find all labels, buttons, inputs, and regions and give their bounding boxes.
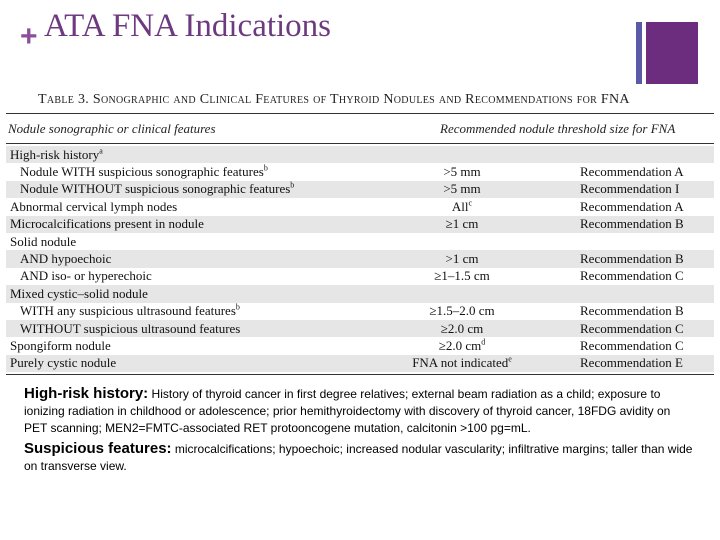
threshold-text: >5 mm bbox=[443, 164, 481, 180]
plus-icon: + bbox=[20, 20, 38, 53]
feature-cell bbox=[6, 216, 348, 233]
threshold-cell bbox=[348, 146, 576, 163]
feature-text: AND iso- or hyperechoic bbox=[20, 268, 152, 284]
threshold-text: ≥2.0 cm bbox=[440, 320, 484, 336]
table-bottom-rule bbox=[6, 374, 714, 375]
threshold-cell bbox=[348, 268, 576, 285]
table-caption-text: Sonographic and Clinical Features of Thyroid Nodules and Recommendations for FNA bbox=[92, 92, 630, 107]
feature-text: Nodule WITH suspicious sonographic features bbox=[20, 164, 264, 180]
recommendation-cell: Recommendation B bbox=[576, 250, 714, 267]
threshold-cell bbox=[348, 181, 576, 198]
threshold-cell bbox=[348, 216, 576, 233]
table-caption bbox=[38, 92, 630, 108]
threshold-text: FNA not indicated bbox=[412, 355, 509, 371]
high-risk-label: High-risk history: bbox=[24, 385, 149, 402]
feature-footnote-mark: a bbox=[99, 146, 103, 156]
threshold-text: >1 cm bbox=[445, 251, 479, 267]
recommendation-cell bbox=[576, 146, 714, 163]
feature-text: Nodule WITHOUT suspicious sonographic features bbox=[20, 181, 291, 197]
feature-cell bbox=[6, 355, 348, 372]
decorative-bar bbox=[636, 22, 642, 84]
table-row bbox=[6, 163, 714, 180]
recommendation-cell: Recommendation C bbox=[580, 337, 684, 353]
table-row bbox=[6, 216, 714, 233]
feature-footnote-mark: b bbox=[263, 163, 268, 173]
feature-cell bbox=[6, 268, 348, 285]
slide-title: ATA FNA Indications bbox=[44, 8, 332, 44]
suspicious-text: microcalcifications; hypoechoic; increased nodular vascularity; infiltrative margins; taller than wide on transverse view. bbox=[24, 442, 693, 473]
recommendation-cell: Recommendation C bbox=[580, 268, 684, 284]
threshold-cell bbox=[348, 320, 576, 337]
threshold-cell bbox=[348, 233, 576, 250]
feature-text: WITHOUT suspicious ultrasound features bbox=[20, 320, 241, 336]
table-row bbox=[6, 198, 714, 215]
threshold-footnote-mark: d bbox=[481, 337, 486, 347]
recommendation-cell: Recommendation B bbox=[576, 216, 714, 233]
threshold-cell bbox=[348, 198, 576, 215]
footnotes bbox=[24, 385, 694, 478]
threshold-footnote-mark: e bbox=[508, 355, 512, 365]
decorative-box bbox=[646, 22, 698, 84]
recommendation-cell: Recommendation A bbox=[580, 198, 684, 214]
recommendation-cell bbox=[576, 233, 714, 250]
recommendation-cell: Recommendation B bbox=[580, 303, 684, 319]
threshold-text: All bbox=[451, 198, 469, 214]
recommendation-cell: Recommendation I bbox=[576, 181, 714, 198]
feature-cell bbox=[6, 250, 348, 267]
recommendation-cell bbox=[576, 285, 714, 302]
feature-footnote-mark: b bbox=[290, 181, 295, 191]
feature-cell bbox=[6, 146, 348, 163]
threshold-cell bbox=[348, 337, 576, 354]
threshold-text: >5 mm bbox=[443, 181, 481, 197]
suspicious-label: Suspicious features: bbox=[24, 440, 172, 457]
feature-cell bbox=[6, 320, 348, 337]
column-header-feature: Nodule sonographic or clinical features bbox=[8, 121, 216, 136]
high-risk-text: History of thyroid cancer in first degree relatives; external beam radiation as a child; exposure to ionizing radiation in childhood or adolescence; prior hemithyroidectomy with discovery of thyroid cancer, 18FDG avidity on PET scanning; MEN2=FMTC-associated RET protooncogene mutation, calcitonin >100 pg=mL. bbox=[24, 387, 671, 435]
threshold-footnote-mark: c bbox=[468, 198, 473, 208]
threshold-cell bbox=[348, 250, 576, 267]
table-row bbox=[6, 337, 714, 354]
feature-footnote-mark: b bbox=[235, 302, 240, 312]
threshold-text: ≥1–1.5 cm bbox=[434, 268, 490, 284]
table-header-rule bbox=[6, 143, 714, 144]
table-row bbox=[6, 285, 714, 302]
recommendation-cell: Recommendation A bbox=[580, 164, 684, 180]
feature-cell bbox=[6, 198, 348, 215]
threshold-cell bbox=[348, 355, 576, 372]
feature-text: WITH any suspicious ultrasound features bbox=[20, 303, 236, 319]
feature-cell bbox=[6, 303, 348, 320]
table-row bbox=[6, 268, 714, 285]
feature-text: Purely cystic nodule bbox=[10, 355, 117, 371]
feature-cell bbox=[6, 337, 348, 354]
feature-text: High-risk history bbox=[10, 146, 100, 162]
feature-text: Microcalcifications present in nodule bbox=[10, 216, 204, 232]
feature-text: Solid nodule bbox=[10, 233, 77, 249]
feature-text: Mixed cystic–solid nodule bbox=[10, 285, 148, 301]
table-caption-prefix: Table 3. bbox=[38, 92, 90, 107]
feature-cell bbox=[6, 233, 348, 250]
feature-text: Spongiform nodule bbox=[10, 337, 111, 353]
threshold-cell bbox=[348, 163, 576, 180]
table-row bbox=[6, 303, 714, 320]
suspicious-note bbox=[24, 440, 694, 475]
threshold-cell bbox=[348, 303, 576, 320]
threshold-text: ≥2.0 cm bbox=[438, 337, 482, 353]
table-row bbox=[6, 320, 714, 337]
table-row bbox=[6, 355, 714, 372]
fna-table bbox=[6, 146, 714, 372]
recommendation-cell: Recommendation C bbox=[576, 320, 714, 337]
threshold-cell bbox=[348, 285, 576, 302]
table-top-rule bbox=[6, 113, 714, 114]
table-row bbox=[6, 146, 714, 163]
table-row bbox=[6, 250, 714, 267]
table-row bbox=[6, 181, 714, 198]
threshold-text: ≥1.5–2.0 cm bbox=[429, 303, 495, 319]
feature-text: Abnormal cervical lymph nodes bbox=[10, 198, 178, 214]
feature-cell bbox=[6, 163, 348, 180]
feature-cell bbox=[6, 181, 348, 198]
feature-text: AND hypoechoic bbox=[20, 251, 112, 267]
column-header-threshold: Recommended nodule threshold size for FNA bbox=[440, 121, 676, 136]
fna-table-body bbox=[6, 146, 714, 372]
high-risk-note bbox=[24, 385, 694, 437]
feature-cell bbox=[6, 285, 348, 302]
threshold-text: ≥1 cm bbox=[445, 216, 479, 232]
table-row bbox=[6, 233, 714, 250]
recommendation-cell: Recommendation E bbox=[576, 355, 714, 372]
